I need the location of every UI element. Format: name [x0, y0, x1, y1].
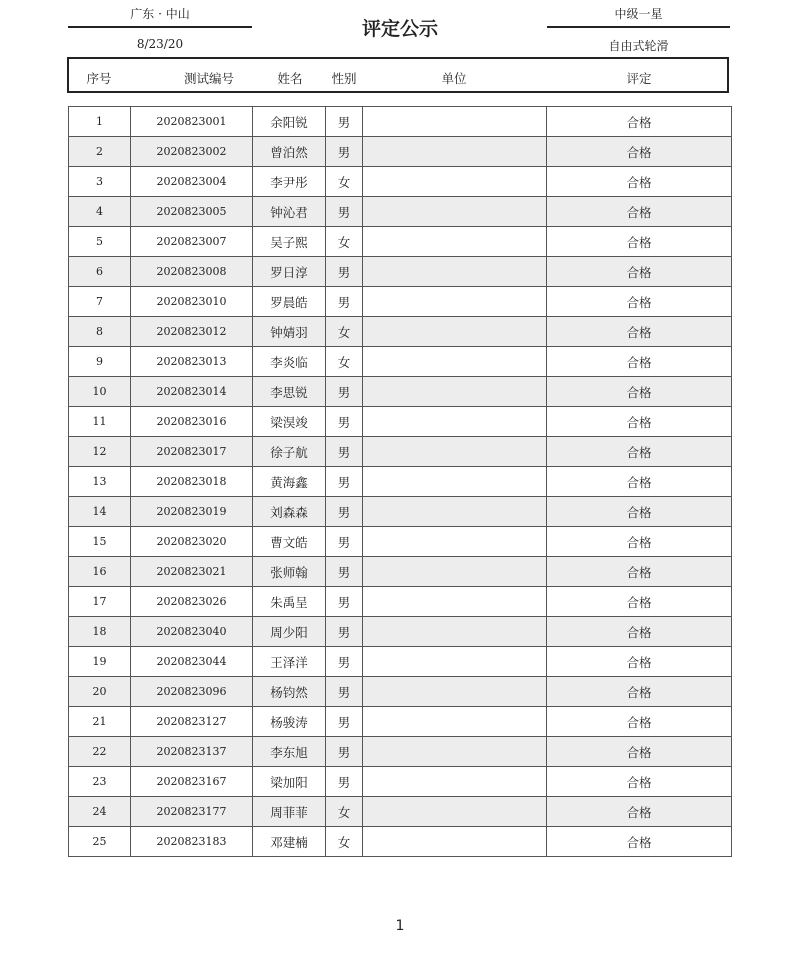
table-row: [69, 287, 732, 317]
cell-name: 李尹彤: [253, 167, 326, 197]
table-row: [69, 707, 732, 737]
cell-result: 合格: [547, 467, 732, 497]
cell-name: 王泽洋: [253, 647, 326, 677]
column-header-unit: 单位: [441, 71, 467, 86]
table-row: [69, 197, 732, 227]
header-level: 中级一星: [614, 7, 663, 21]
cell-unit: [363, 377, 547, 407]
cell-code: 2020823001: [131, 107, 253, 137]
cell-gender: 男: [326, 737, 363, 767]
cell-result: 合格: [547, 407, 732, 437]
cell-result: 合格: [547, 647, 732, 677]
table-row: [69, 407, 732, 437]
cell-unit: [363, 647, 547, 677]
cell-result: 合格: [547, 227, 732, 257]
cell-gender: 男: [326, 407, 363, 437]
cell-code: 2020823177: [131, 797, 253, 827]
cell-seq: 2: [69, 137, 131, 167]
table-row: [69, 377, 732, 407]
header-date: 8/23/20: [136, 37, 184, 51]
table-row: [69, 677, 732, 707]
header-location: 广东 · 中山: [130, 7, 190, 21]
cell-unit: [363, 287, 547, 317]
cell-code: 2020823026: [131, 587, 253, 617]
table-row: [69, 737, 732, 767]
cell-result: 合格: [547, 287, 732, 317]
cell-name: 徐子航: [253, 437, 326, 467]
cell-unit: [363, 347, 547, 377]
cell-gender: 男: [326, 767, 363, 797]
table-row: [69, 527, 732, 557]
table-row: [69, 797, 732, 827]
cell-result: 合格: [547, 167, 732, 197]
cell-unit: [363, 557, 547, 587]
cell-name: 李东旭: [253, 737, 326, 767]
table-row: [69, 437, 732, 467]
cell-gender: 男: [326, 287, 363, 317]
cell-unit: [363, 167, 547, 197]
cell-unit: [363, 437, 547, 467]
cell-seq: 6: [69, 257, 131, 287]
cell-gender: 女: [326, 827, 363, 857]
column-header-seq: 序号: [86, 71, 112, 86]
cell-result: 合格: [547, 437, 732, 467]
cell-seq: 8: [69, 317, 131, 347]
table-row: [69, 557, 732, 587]
cell-code: 2020823019: [131, 497, 253, 527]
cell-unit: [363, 737, 547, 767]
cell-code: 2020823127: [131, 707, 253, 737]
cell-result: 合格: [547, 677, 732, 707]
cell-name: 朱禹呈: [253, 587, 326, 617]
cell-seq: 14: [69, 497, 131, 527]
cell-name: 钟沁君: [253, 197, 326, 227]
cell-code: 2020823002: [131, 137, 253, 167]
cell-result: 合格: [547, 827, 732, 857]
cell-code: 2020823044: [131, 647, 253, 677]
cell-code: 2020823007: [131, 227, 253, 257]
cell-gender: 男: [326, 467, 363, 497]
cell-name: 曹文皓: [253, 527, 326, 557]
cell-result: 合格: [547, 497, 732, 527]
table-row: [69, 347, 732, 377]
cell-result: 合格: [547, 737, 732, 767]
cell-seq: 10: [69, 377, 131, 407]
cell-unit: [363, 317, 547, 347]
cell-name: 杨钧然: [253, 677, 326, 707]
cell-unit: [363, 137, 547, 167]
cell-unit: [363, 107, 547, 137]
cell-seq: 9: [69, 347, 131, 377]
cell-seq: 20: [69, 677, 131, 707]
cell-gender: 男: [326, 197, 363, 227]
cell-unit: [363, 467, 547, 497]
cell-unit: [363, 527, 547, 557]
cell-code: 2020823183: [131, 827, 253, 857]
table-row: [69, 257, 732, 287]
cell-result: 合格: [547, 257, 732, 287]
cell-unit: [363, 197, 547, 227]
cell-code: 2020823040: [131, 617, 253, 647]
column-header-code: 测试编号: [183, 71, 234, 86]
cell-gender: 女: [326, 347, 363, 377]
cell-result: 合格: [547, 557, 732, 587]
cell-result: 合格: [547, 377, 732, 407]
cell-code: 2020823021: [131, 557, 253, 587]
cell-code: 2020823018: [131, 467, 253, 497]
cell-gender: 男: [326, 377, 363, 407]
cell-name: 罗晨皓: [253, 287, 326, 317]
cell-seq: 22: [69, 737, 131, 767]
cell-seq: 17: [69, 587, 131, 617]
table-row: [69, 137, 732, 167]
cell-gender: 女: [326, 317, 363, 347]
cell-code: 2020823008: [131, 257, 253, 287]
page-title: 评定公示: [361, 18, 438, 40]
cell-gender: 女: [326, 797, 363, 827]
cell-seq: 15: [69, 527, 131, 557]
cell-name: 周菲菲: [253, 797, 326, 827]
cell-gender: 男: [326, 107, 363, 137]
cell-name: 罗日淳: [253, 257, 326, 287]
cell-name: 周少阳: [253, 617, 326, 647]
cell-name: 梁淏竣: [253, 407, 326, 437]
table-row: [69, 587, 732, 617]
cell-name: 余阳锐: [253, 107, 326, 137]
cell-seq: 18: [69, 617, 131, 647]
cell-code: 2020823013: [131, 347, 253, 377]
cell-code: 2020823137: [131, 737, 253, 767]
cell-code: 2020823016: [131, 407, 253, 437]
cell-code: 2020823014: [131, 377, 253, 407]
cell-gender: 男: [326, 437, 363, 467]
cell-gender: 男: [326, 647, 363, 677]
cell-code: 2020823005: [131, 197, 253, 227]
cell-name: 黄海鑫: [253, 467, 326, 497]
table-row: [69, 227, 732, 257]
cell-result: 合格: [547, 107, 732, 137]
cell-gender: 男: [326, 257, 363, 287]
cell-name: 梁加阳: [253, 767, 326, 797]
cell-code: 2020823012: [131, 317, 253, 347]
table-row: [69, 167, 732, 197]
cell-seq: 25: [69, 827, 131, 857]
table-row: [69, 317, 732, 347]
cell-name: 杨骏涛: [253, 707, 326, 737]
cell-unit: [363, 617, 547, 647]
table-row: [69, 767, 732, 797]
cell-seq: 21: [69, 707, 131, 737]
cell-name: 吴子熙: [253, 227, 326, 257]
cell-seq: 12: [69, 437, 131, 467]
cell-code: 2020823020: [131, 527, 253, 557]
cell-gender: 女: [326, 167, 363, 197]
table-row: [69, 827, 732, 857]
cell-seq: 23: [69, 767, 131, 797]
column-header-gender: 性别: [331, 71, 357, 86]
cell-code: 2020823017: [131, 437, 253, 467]
cell-result: 合格: [547, 797, 732, 827]
results-table: [68, 106, 732, 857]
cell-unit: [363, 827, 547, 857]
cell-result: 合格: [547, 137, 732, 167]
header-discipline: 自由式轮滑: [608, 39, 669, 53]
column-header-bar: [67, 57, 729, 93]
cell-name: 邓建楠: [253, 827, 326, 857]
cell-name: 刘森森: [253, 497, 326, 527]
cell-result: 合格: [547, 317, 732, 347]
cell-result: 合格: [547, 197, 732, 227]
cell-seq: 16: [69, 557, 131, 587]
cell-gender: 男: [326, 587, 363, 617]
table-row: [69, 617, 732, 647]
cell-code: 2020823167: [131, 767, 253, 797]
cell-seq: 11: [69, 407, 131, 437]
cell-seq: 3: [69, 167, 131, 197]
cell-gender: 男: [326, 617, 363, 647]
cell-seq: 1: [69, 107, 131, 137]
cell-seq: 5: [69, 227, 131, 257]
header-divider-left: [68, 26, 252, 28]
cell-unit: [363, 497, 547, 527]
cell-gender: 男: [326, 557, 363, 587]
cell-gender: 女: [326, 227, 363, 257]
cell-result: 合格: [547, 617, 732, 647]
table-row: [69, 467, 732, 497]
table-row: [69, 107, 732, 137]
cell-result: 合格: [547, 707, 732, 737]
cell-code: 2020823010: [131, 287, 253, 317]
cell-gender: 男: [326, 527, 363, 557]
cell-gender: 男: [326, 707, 363, 737]
cell-code: 2020823004: [131, 167, 253, 197]
cell-code: 2020823096: [131, 677, 253, 707]
cell-unit: [363, 767, 547, 797]
cell-result: 合格: [547, 347, 732, 377]
cell-gender: 男: [326, 677, 363, 707]
table-row: [69, 647, 732, 677]
cell-unit: [363, 407, 547, 437]
cell-seq: 13: [69, 467, 131, 497]
cell-name: 钟婧羽: [253, 317, 326, 347]
column-header-name: 姓名: [277, 71, 303, 86]
cell-seq: 7: [69, 287, 131, 317]
cell-unit: [363, 227, 547, 257]
cell-result: 合格: [547, 767, 732, 797]
cell-gender: 男: [326, 497, 363, 527]
column-header-result: 评定: [626, 71, 652, 86]
page-number: 1: [395, 918, 405, 934]
cell-seq: 24: [69, 797, 131, 827]
cell-unit: [363, 677, 547, 707]
cell-result: 合格: [547, 527, 732, 557]
cell-unit: [363, 257, 547, 287]
cell-seq: 4: [69, 197, 131, 227]
cell-gender: 男: [326, 137, 363, 167]
header-divider-right: [547, 26, 730, 28]
cell-name: 李炎临: [253, 347, 326, 377]
cell-name: 曾泊然: [253, 137, 326, 167]
cell-result: 合格: [547, 587, 732, 617]
cell-seq: 19: [69, 647, 131, 677]
cell-unit: [363, 587, 547, 617]
cell-name: 李思锐: [253, 377, 326, 407]
table-row: [69, 497, 732, 527]
cell-unit: [363, 707, 547, 737]
cell-unit: [363, 797, 547, 827]
cell-name: 张师翰: [253, 557, 326, 587]
